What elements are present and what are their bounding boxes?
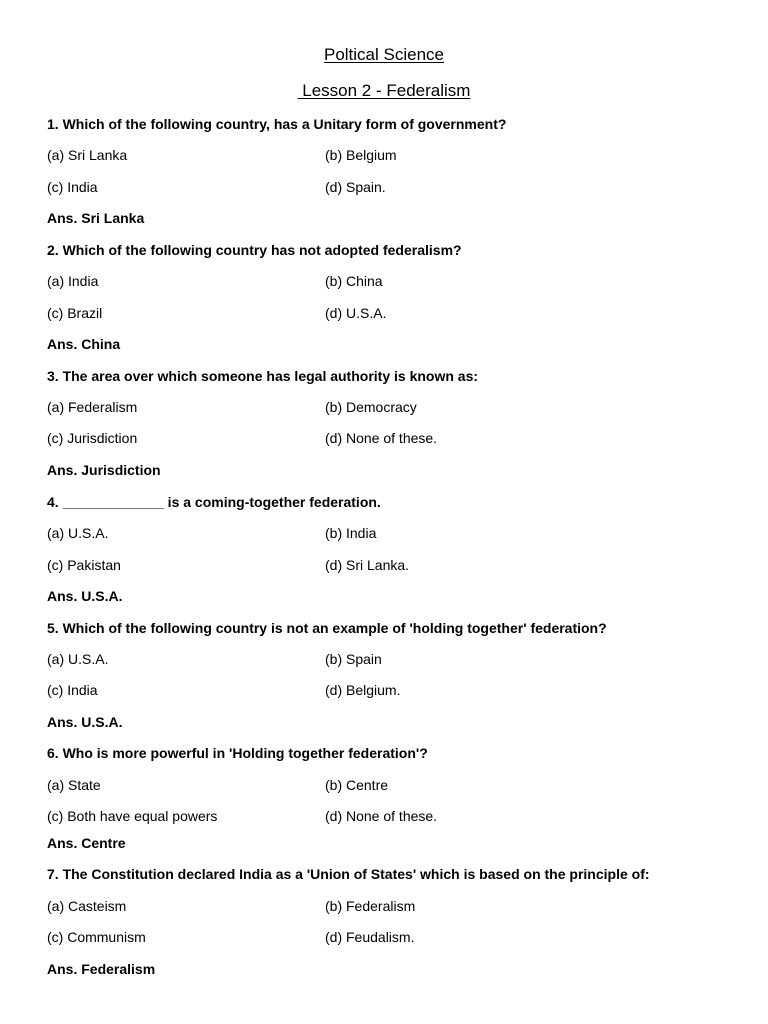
q6-option-a: (a) State xyxy=(47,777,101,793)
q5-answer: Ans. U.S.A. xyxy=(47,714,123,730)
q5-option-d: (d) Belgium. xyxy=(325,682,401,698)
q4-option-b: (b) India xyxy=(325,525,377,541)
question-7: 7. The Constitution declared India as a 'Union of States' which is based on the principle of: xyxy=(47,866,650,882)
q7-option-d: (d) Feudalism. xyxy=(325,929,415,945)
q2-option-d: (d) U.S.A. xyxy=(325,305,387,321)
q4-option-c: (c) Pakistan xyxy=(47,557,121,573)
q7-option-b: (b) Federalism xyxy=(325,898,416,914)
q6-answer: Ans. Centre xyxy=(47,835,126,851)
lesson-title: Lesson 2 - Federalism xyxy=(297,81,471,100)
q5-option-c: (c) India xyxy=(47,682,98,698)
q2-option-a: (a) India xyxy=(47,273,99,289)
q3-option-a: (a) Federalism xyxy=(47,399,138,415)
q7-option-c: (c) Communism xyxy=(47,929,146,945)
q5-option-a: (a) U.S.A. xyxy=(47,651,109,667)
q3-option-c: (c) Jurisdiction xyxy=(47,430,138,446)
document-title: Poltical Science xyxy=(323,45,444,64)
q6-option-d: (d) None of these. xyxy=(325,808,438,824)
question-3: 3. The area over which someone has legal authority is known as: xyxy=(47,368,479,384)
q3-answer: Ans. Jurisdiction xyxy=(47,462,161,478)
q1-option-c: (c) India xyxy=(47,179,98,195)
q4-option-a: (a) U.S.A. xyxy=(47,525,109,541)
q1-option-d: (d) Spain. xyxy=(325,179,386,195)
q2-option-b: (b) China xyxy=(325,273,383,289)
q1-answer: Ans. Sri Lanka xyxy=(47,210,145,226)
q1-option-a: (a) Sri Lanka xyxy=(47,147,128,163)
q4-answer: Ans. U.S.A. xyxy=(47,588,123,604)
q2-answer: Ans. China xyxy=(47,336,121,352)
q6-option-b: (b) Centre xyxy=(325,777,389,793)
question-1: 1. Which of the following country, has a Unitary form of government? xyxy=(47,116,507,132)
q3-option-b: (b) Democracy xyxy=(325,399,417,415)
question-6: 6. Who is more powerful in 'Holding together federation'? xyxy=(47,745,428,761)
q1-option-b: (b) Belgium xyxy=(325,147,397,163)
q3-option-d: (d) None of these. xyxy=(325,430,438,446)
q7-answer: Ans. Federalism xyxy=(47,961,156,977)
q7-option-a: (a) Casteism xyxy=(47,898,127,914)
question-2: 2. Which of the following country has not adopted federalism? xyxy=(47,242,462,258)
q2-option-c: (c) Brazil xyxy=(47,305,103,321)
q6-option-c: (c) Both have equal powers xyxy=(47,808,218,824)
q4-option-d: (d) Sri Lanka. xyxy=(325,557,410,573)
question-4: 4. _____________ is a coming-together federation. xyxy=(47,494,381,510)
q5-option-b: (b) Spain xyxy=(325,651,382,667)
question-5: 5. Which of the following country is not an example of 'holding together' federation? xyxy=(47,620,607,636)
